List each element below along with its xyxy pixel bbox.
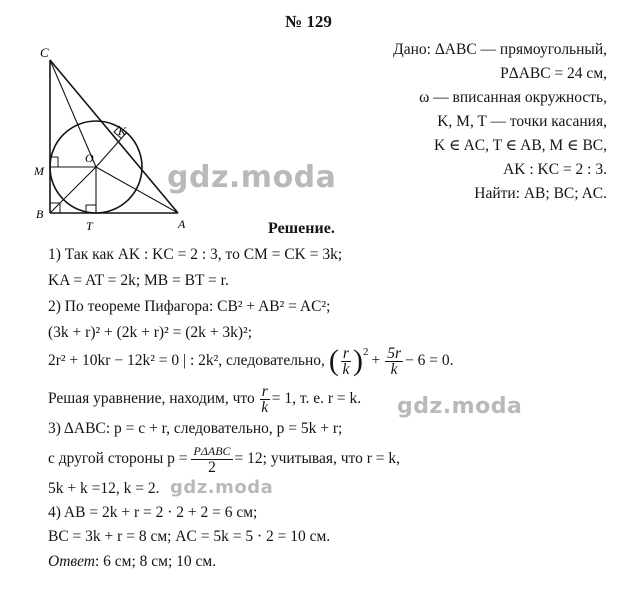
given-line-4: K, M, T — точки касания, [437, 113, 607, 130]
watermark-bottom: gdz.moda [170, 477, 274, 498]
watermark-middle: gdz.moda [397, 394, 523, 419]
given-block [393, 38, 607, 206]
problem-number: № 129 [285, 12, 332, 31]
solution-line-3: 2) По теореме Пифагора: CB² + AB² = AC²; [48, 298, 331, 315]
solution-heading: Решение. [268, 220, 335, 237]
solution-line-4: (3k + r)² + (2k + r)² = (2k + 3k)²; [48, 324, 252, 341]
fraction-r-over-k-2: $\frac{r}{k}$ [261, 382, 269, 416]
label-t: T [86, 219, 93, 233]
label-o: O [85, 151, 94, 165]
given-line-5: K ∈ AC, T ∈ AB, M ∈ BC, [434, 137, 607, 154]
solution-line-11: BC = 3k + r = 8 см; AC = 5k = 5 · 2 = 10 см. [48, 528, 331, 545]
label-m: M [34, 164, 44, 178]
given-line-6: AK : KC = 2 : 3. [503, 161, 607, 178]
label-b: B [36, 207, 44, 221]
solution-line-10: 4) AB = 2k + r = 2 · 2 + 2 = 6 см; [48, 504, 258, 521]
answer-label: Ответ [48, 553, 95, 570]
find-line: Найти: AB; BC; AC. [474, 185, 607, 202]
fraction-perimeter-half: $\frac{\text{PΔABC}}{2}$ [193, 443, 231, 476]
equation-text: 2r² + 10kr − 12k² = 0 | : 2k², следовательно, [48, 352, 325, 369]
fraction-5r-over-k: $\frac{5r}{k}$ [387, 344, 402, 378]
solution-line-5: 2r² + 10kr − 12k² = 0 | : 2k², следовательно, ( $\frac{r}{k}$ ) $^2$ + $\frac{5r}{k}$ − 6 = 0. [48, 344, 454, 378]
solution-line-8: с другой стороны p = $\frac{\text{PΔABC}}{2}$ = 12; учитывая, что r = k, [48, 443, 400, 476]
solution-line-1: 1) Так как AK : KC = 2 : 3, то CM = CK = 3k; [48, 246, 343, 263]
solution-line-6: Решая уравнение, находим, что $\frac{r}{k}$ = 1, т. е. r = k. [48, 382, 362, 416]
solution-line-9: 5k + k =12, k = 2. [48, 480, 160, 497]
given-line-2: PΔABC = 24 см, [500, 65, 607, 82]
label-c: C [40, 45, 49, 60]
fraction-r-over-k: $\frac{r}{k}$ [342, 344, 350, 378]
triangle-figure [28, 40, 238, 260]
solution-line-7: 3) ΔABC: p = c + r, следовательно, p = 5k + r; [48, 420, 343, 437]
given-line-3: ω — вписанная окружность, [419, 89, 607, 106]
given-line-1: Дано: ΔABC — прямоугольный, [393, 41, 607, 58]
watermark-top: gdz.moda [167, 160, 337, 195]
label-k: K [118, 124, 127, 138]
solution-line-2: KA = AT = 2k; MB = BT = r. [48, 272, 229, 289]
answer-value: : 6 см; 8 см; 10 см. [94, 553, 217, 570]
label-a: A [178, 217, 186, 231]
answer-line [48, 553, 216, 571]
